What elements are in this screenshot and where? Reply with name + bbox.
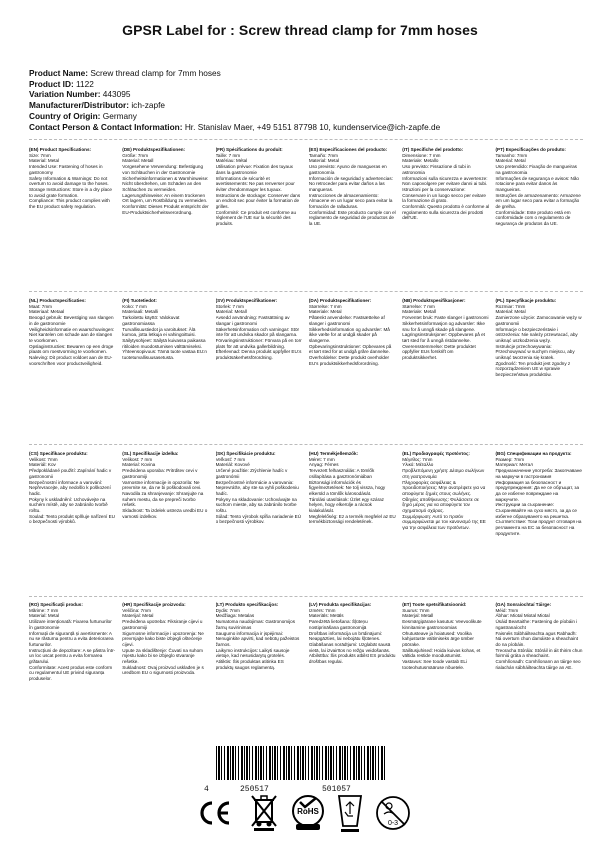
spec-block-ga: (GA) Sonraíochtaí Táirge: Méid: 7mm Ábhar: Miotal Miotal Miotal Úsáid Beartaithe: Fastening de píobáin i ngastranaíocht Faisnéis Sábháilteachta agus Rabhadh: Ná overturn chun damáiste a sheachaint do na píobáin. Treoracha Stórála: Stóráil in áit thirim chun foirmiú gráta a sheachaint. Comhlíonadh: Comhlíonann an táirge seo rialachán sábháilteachta táirge an AE.: [495, 602, 583, 670]
svg-text:0-3: 0-3: [387, 820, 399, 827]
spec-block-sk: (SK) Špecifikácie produktu: Veľkosť: 7 mm Materiál: Kovové Určené použitie: Zrýchlenie hadíc v gastronómii Bezpečnostné informácie a varovania: Neprevráťte, aby ste sa vyhli poškodeniu hadíc. Pokyny na skladovanie: Uchovávajte na suchom mieste, aby sa zabránilo tvorbe roštu. Súlad: Tento výrobok spĺňa nariadenie EÚ o bezpečnosti výrobkov.: [215, 451, 302, 525]
barcode-group-1: 250517: [236, 785, 273, 794]
spec-block-bg: (BG) Спецификации на продукта: Размер: 7mm Материал: Метал Предназначение употреба: Закопчаване на маркучи в гастрономия Информация за безопасност и предупреждения: Да не се обръщат, за да се избегне повреждане на маркучите. Инструкции за съхранение: Съхранявайте на сухо място, за да се избегне образуването на решетка. Съответствие: Този продукт отговаря на регламента на ЕС за безопасност на продуктите.: [495, 451, 582, 536]
spec-block-hr: (HR) Specifikacije proizvoda: Veličina: 7mm Materijal: Metal Predviđena upotreba: Fiksiranje cijevi u gastronomiji Sigurnosne informacije i upozorenja: Ne prevrnjajte kako biste izbjegli oštećenje cijevi. Upute za skladištenje: Čuvati na suhom mjestu kako bi se izbjeglo stvaranje rešetke. Sukladnost: Ovaj proizvod usklađen je s uredbom EU o sigurnosti proizvoda.: [122, 602, 204, 676]
page-title: GPSR Label for : Screw thread clamp for 7mm hoses: [122, 22, 478, 38]
variation-label: Variation Number:: [29, 89, 101, 100]
divider: [29, 291, 583, 292]
divider: [29, 139, 583, 140]
manufacturer-label: Manufacturer/Distributor:: [29, 100, 130, 111]
svg-text:RoHS: RoHS: [297, 807, 319, 816]
spec-block-nl: (NL) Productspecificaties: Maat: 7mm Materiaal: Metaal Beoogd gebruik: Bevestiging van slangen in de gastronomie Veiligheidsinformatie en waarschuwingen: Niet kantelen om schade aan de slangen te voorkomen. Opslaginstructies: Bewaren op een droge plaats om roestvorming te voorkomen. Naleving: Dit product voldoet aan de EU-voorschriften voor productveiligheid.: [29, 298, 115, 366]
spec-block-pl: (PL) Specyfikacje produktu: Rozmiar: 7mm Materiał: Metal Zamierzone użycie: Zamocowanie węży w gastronomii Informacje o bezpieczeństwie i ostrzeżenia: Nie należy przewracać, aby uniknąć uszkodzenia węży. Instrukcje przechowywania: Przechowywać w suchym miejscu, aby uniknąć tworzenia się kratek. Zgodność: Ten produkt jest zgodny z rozporządzeniem UE w sprawie bezpieczeństwa produktów.: [495, 298, 582, 378]
spec-block-en: (EN) Product Specifications: Size: 7mm Material: Metal Intended Use: Fastening of hoses in gastronomy Safety Information & Warnings: Do not overturn to avoid damage to the hoses. Storage Instructions: Store in a dry place to avoid grate formation. Compliance: This product complies with the EU product safety regulation.: [29, 147, 112, 210]
spec-block-fi: (FI) Tuotetiedot: Koko: 7 mm Materiaali: Metalli Tarkoitettu käyttö: Valokuvat gastronomiassa Turvallisuustiedot ja varoitukset: Älä kumoa, jotta letkuja ei vahingoittuisi. Säilytysohjeet: Säilytä kuivassa paikassa ritiloiden muodostumisen välttämiseksi. Yhteensopivuus: Tämä tuote vastaa EU:n tuoteturvallisuusasetusta.: [122, 298, 207, 361]
spec-block-de: (DE) Produktspezifikationen: Größe: 7mm Material: Metall Vorgesehene Verwendung: Befestigung von Schläuchen in der Gastronomie Sicherheitsinformationen & Warnhinweise: Nicht überdrehen, um Schäden an den Schläuchen zu vermeiden. Lagerungshinweise: An einem trockenen Ort lagern, um Rostbildung zu vermeiden. Konformität: Dieses Produkt entspricht der EU-Produktsicherheitsverordnung.: [122, 147, 209, 215]
product-info: [29, 68, 440, 132]
ce-mark-icon: [198, 800, 232, 826]
barcode-bars: [216, 746, 386, 780]
spec-row-3: [29, 451, 589, 537]
age-restriction-icon: [374, 794, 412, 832]
spec-block-es: (ES) Especificaciones del producto: Tamaño: 7mm Material: Metal Uso previsto: Ayuno de mangueras en gastronomía Información de seguridad y advertencias: No retroceder para evitar daños a las mangueras. Instrucciones de almacenamiento: Almacene en un lugar seco para evitar la formación de ralladuras. Conformidad: Este producto cumple con el reglamento de seguridad de productos de la UE.: [308, 147, 396, 227]
spec-block-el: (EL) Προδιαγραφές προϊόντος: Μέγεθος: 7mm Υλικό: Μέταλλο Προβλεπόμενη χρήση: Δέσιμο σωλήνων στη γαστρονομία Πληροφορίες ασφάλειας & προειδοποιήσεις: Μην ανατρέψετε για να αποφύγετε ζημιές στους σωλήνες. Οδηγίες αποθήκευσης: Φυλάσσετε σε ξηρό μέρος για να αποφύγετε τον σχηματισμό σχάρας. Συμμόρφωση: Αυτό το προϊόν συμμορφώνεται με τον κανονισμό της ΕΕ για την ασφάλεια των προϊόντων.: [402, 451, 486, 531]
spec-row-4: [29, 602, 589, 682]
product-id-label: Product ID:: [29, 78, 74, 89]
barcode-lead-digit: 4: [204, 785, 209, 794]
contact-label: Contact Person & Contact Information:: [29, 121, 183, 132]
spec-block-lv: (LV) Produkta specifikācijas: Izmērs: 7mm Materiāls: Metāls Paredzētā lietošana: Šļūteņu nostiprināšana gastronomijā Drošības informācija un brīdinājumi: Neapgāzties, lai nebojātu šļūtenes. Glabāšanas norādījumi: Uzglabāt sausā vietā, lai izvairītos no režģu veidošanās. Atbilstība: Šis produkts atbilst ES produktu drošības regulai.: [308, 602, 396, 665]
spec-block-it: (IT) Specifiche del prodotto: Dimensione: 7 mm Materiale: Metallo Uso previsto: Fissazione di tubi in astronomia Informazioni sulla sicurezza e avvertenze: Non capovolgere per evitare danni ai tubi. Istruzioni per la conservazione: Conservare in un luogo secco per evitare la formazione di grato. Conformità: Questo prodotto è conforme al regolamento sulla sicurezza dei prodotti dell'UE.: [402, 147, 490, 221]
divider: [29, 444, 583, 445]
compliance-icons: [0, 792, 600, 836]
spec-block-nb: (NB) Produktspesifikasjoner: Størrelse: 7 mm Materiale: Metall Forventet bruk: Faste slanger i gastronomi Sikkerhetsinformasjon og advarsler: Ikke snu for å unngå skade på slangene. Lagringsinstruksjoner: Oppbevares på et tørt sted for å unngå ristdannelse. Overensstemmelse: Dette produktet oppfyller EUs forskrift om produktsikkerhet.: [402, 298, 489, 361]
spec-block-sl: (SL) Specifikacije izdelka: Velikost: 7 mm Material: Kovina Predvidena uporaba: Pritrditev cevi v gastronomiji Varnostne informacije in opozorila: Ne prevrnite se, da ne bi poškodovali cevi. Navodila za shranjevanje: Shranjujte na suhem mestu, da se prepreči tvorbo rešetk. Skladnost: Ta izdelek ustreza uredbi EU o varnosti izdelkov.: [122, 451, 208, 519]
spec-row-1: [29, 147, 589, 227]
recycle-ages-icon: [335, 792, 365, 834]
spec-block-fr: (FR) Spécifications du produit: Taille: 7 mm Matériau: Métal Utilisation prévue: Fixation des tuyaux dans la gastronomie Informations de sécurité et avertissements: Ne pas renverser pour éviter d'endommager les tuyaux. Instructions de stockage: Conserver dans un endroit sec pour éviter la formation de grilles. Conformité: Ce produit est conforme au règlement de l'UE sur la sécurité des produits.: [215, 147, 301, 227]
weee-bin-icon: [250, 794, 278, 832]
spec-block-et: (ET) Toote spetsifikatsioonid: Suurus: 7mm Materjal: Metall Eesmärgipärane kasutus: Veevoolikute kinnitamine gastronoomias Ohutusteave ja hoiatused: Voolika kahjustuste vältimiseks ärge ümber pöörake. Säilitusjuhised: Hoida kuivas kohas, et vältida restide moodustumist. Vastavus: See toode vastab ELi tooteohutusmääruse nõuetele.: [402, 602, 482, 670]
origin-label: Country of Origin:: [29, 110, 101, 121]
spec-block-sv: (SV) Produktspecifikationer: Storlek: 7 mm Material: Metall Avsedd användning: Fastsättning av slangar i gastronomi Säkerhetsinformation och varningar: Stör inte för att undvika skador på slangarna. Förvaringsinstruktioner: Förvara på en torr plats för att undvika gallerbildning. Efterlevnad: Denna produkt uppfyller EU:s produktsäkerhetsförordning.: [215, 298, 302, 361]
rohs-icon: [291, 794, 325, 832]
variation-number: 443095: [102, 89, 131, 100]
product-name: Screw thread clamp for 7mm hoses: [90, 68, 221, 78]
country-of-origin: Germany: [102, 110, 137, 121]
spec-block-pt: (PT) Especificações do produto: Tamanho: 7mm Material: Metal Uso pretendido: Fixação de mangueiras na gastronomia Informações de segurança e avisos: Não rotacione para evitar danos às mangueiras. Instruções de armazenamento: Armazene em um lugar seco para evitar a formação de grelha. Conformidade: Este produto está em conformidade com o regulamento de segurança de produtos da UE.: [495, 147, 581, 227]
contact-info: Hr. Stanislav Maer, +49 5151 87798 10, kundenservice@ich-zapfe.de: [184, 121, 441, 132]
divider: [29, 596, 583, 597]
spec-block-cs: (CS) Specifikace produktu: Velikost: 7mm Materiál: Kov Předpokládané použití: Zapínání hadic v gastronomii Bezpečnostní informace a varování: Nepřevracejte, aby nedošlo k poškození hadic. Pokyny k uskladnění: Uchovávejte na suchém místě, aby se zabránilo tvorbě roštu. Soulad: Tento produkt splňuje nařízení EU o bezpečnosti výrobků.: [29, 451, 115, 525]
barcode-group-2: 501057: [318, 785, 355, 794]
spec-block-lt: (LT) Produkto specifikacijos: Dydis: 7mm Medžiaga: Metalas Numatoma naudojimas: Gastronomijos žarnų suvirinimas Saugumo informacija ir įspėjimai: Nenuginkite apvirti, kad nebūtų pažeistos žarnos. Laikymo instrukcijos: Laikyti sausoje vietoje, kad nesusidarytų grotelės. Atitiktis: Šis produktas atitinka ES produktų saugos reglamentą.: [215, 602, 300, 670]
product-id: 1122: [76, 78, 94, 89]
ean-barcode: [204, 746, 396, 794]
spec-block-hu: (HU) Termékjellemzők: Méret: 7 mm Anyag: Fémes Tervezett felhasználás: A tömlők csillapítása a gasztronómiában Biztonsági információk és figyelmeztetések: Ne tolj vissza, hogy elkerüld a tömlők károsodását. Tárolási utasítások: Üzlet egy száraz helyen, hogy elkerülje a rácsok kialakulását. Megfelelőség: Ez a termék megfelel az EU termékbiztonsági rendeletének.: [308, 451, 396, 525]
spec-block-ro: (RO) Specificații produs: Mărime: 7 mm Material: Metal Utilizare intenționată: Fixarea furtunurilor în gastronomie Informații de siguranță și avertismente: A nu se răsturna pentru a evita deteriorarea furtunurilor. Instrucțiuni de depozitare: A se păstra într-un loc uscat pentru a evita formarea grătarului. Conformitate: Acest produs este conform cu regulamentul UE privind siguranța produselor.: [29, 602, 116, 682]
product-name-label: Product Name:: [29, 68, 89, 78]
spec-block-da: (DA) Produktspecifikationer: Størrelse: 7 mm Materiale: Metal Påtænkt anvendelse: Fastsættelse af slanger i gastronomi Sikkerhedsinformation og advarsler: Må ikke vælte for at undgå skader på slangerne. Opbevaringsinstruktioner: Opbevares på et tørt sted for at undgå gråre dannelse. Overholdelse: Dette produkt overholder EU's produktsikkerhedsforordning.: [308, 298, 392, 366]
spec-row-2: [29, 298, 589, 378]
manufacturer: ich-zapfe: [131, 100, 166, 111]
